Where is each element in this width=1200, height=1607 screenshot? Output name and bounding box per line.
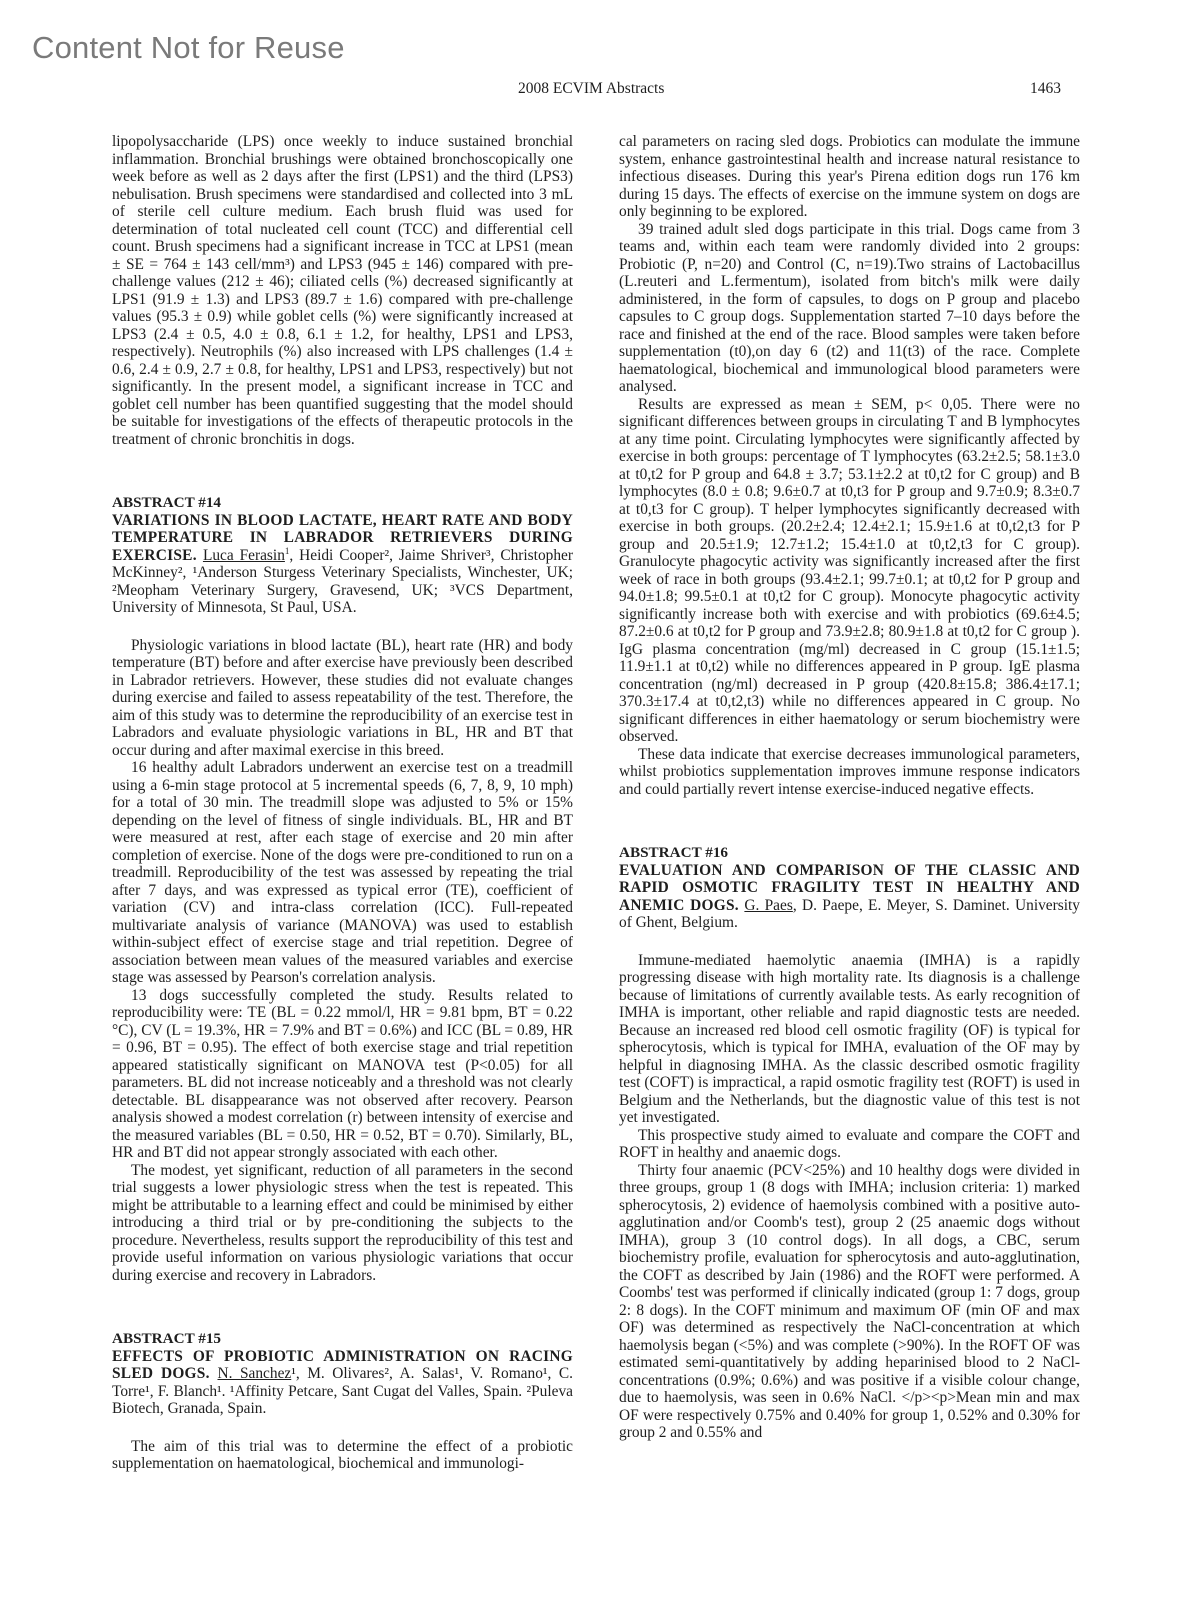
abstract-14-paragraph: 13 dogs successfully completed the study. Results related to reproducibility were: TE (BL = 0.22 mmol/l, HR = 9.81 bpm, BT = 0.22 °C), CV (L = 19.3%, HR = 7.9% and BT = 0.6%) and ICC (BL = 0.89, HR = 0.96, BT = 0.95). The effect of both exercise stage and trial repetition appeared statistically significant on MANOVA test (P<0.05) for all parameters. BL did not increase noticeably and a threshold was not clearly detectable. BL disappearance was not observed after recovery. Pearson analysis showed a modest correlation (r) between intensity of exercise and the measured variables (BL = 0.50, HR = 0.52, BT = 0.70). Similarly, BL, HR and BT did not appear strongly associated with each other. — [112, 986, 573, 1161]
journal-title: 2008 ECVIM Abstracts — [518, 80, 665, 97]
abstract-15-paragraph: 39 trained adult sled dogs participate in this trial. Dogs came from 3 teams and, within each team were randomly divided into 2 groups: Probiotic (P, n=20) and Control (C, n=19).Two strains of Lactobacillus (L.reuteri and L.fermentum), isolated from bitch's milk were daily administered, in the form of capsules, to dogs on P group and placebo capsules to C group dogs. Supplementation started 7–10 days before the race and finished at the end of the race. Blood samples were taken before supplementation (t0),on day 6 (t2) and 11(t3) of the race. Complete haematological, biochemical and immunological blood parameters were analysed. — [619, 220, 1080, 395]
watermark: Content Not for Reuse — [32, 30, 345, 65]
abstract-16-author-list: , D. Paepe, E. Meyer, S. Daminet. University of Ghent, Belgium. — [619, 896, 1080, 931]
abstract-15-heading — [112, 1348, 573, 1418]
page-number: 1463 — [1030, 80, 1061, 97]
continued-text: lipopolysaccharide (LPS) once weekly to induce sustained bronchial inflammation. Bronchial brushings were obtained bronchoscopically one week before as well as 2 days after the first (LPS1) and the third (LPS3) nebulisation. Brush specimens were standardised and collected into 3 mL of sterile cell culture medium. Each brush fluid was used for determination of total nucleated cell count (TCC) and differential cell count. Brush specimens had a significant increase in TCC at LPS1 (mean ± SE = 764 ± 143 cell/mm³) and LPS3 (945 ± 146) compared with pre-challenge values (212 ± 46); ciliated cells (%) decreased significantly at LPS1 (91.9 ± 1.3) and LPS3 (89.7 ± 1.6) compared with pre-challenge values (95.3 ± 0.9) while goblet cells (%) were significantly increased at LPS3 (2.4 ± 0.5, 4.0 ± 0.8, 6.1 ± 1.2, for healthy, LPS1 and LPS3, respectively). Neutrophils (%) also increased with LPS challenges (1.4 ± 0.6, 2.4 ± 0.9, 2.7 ± 0.8, for healthy, LPS1 and LPS3, respectively) but not significantly. In the present model, a significant increase in TCC and goblet cell number has been quantified suggesting that the model should be suitable for investigations of the effects of therapeutic protocols in the treatment of chronic bronchitis in dogs. — [112, 133, 573, 448]
right-column — [619, 133, 1080, 1442]
abstract-14-paragraph: Physiologic variations in blood lactate (BL), heart rate (HR) and body temperature (BT) before and after exercise have previously been described in Labrador retrievers. However, these studies did not evaluate changes during exercise and failed to assess repeatability of the test. Therefore, the aim of this study was to determine the reproducibility of an exercise test in Labradors and evaluate physiologic variations in BL, HR and BT that occur during and after maximal exercise in this breed. — [112, 636, 573, 759]
abstract-15-author-list: ¹, M. Olivares², A. Salas¹, V. Romano¹, C. Torre¹, F. Blanch¹. ¹Affinity Petcare, Sant Cugat del Valles, Spain. ²Puleva Biotech, Granada, Spain. — [112, 1365, 573, 1417]
abstract-15-paragraph: cal parameters on racing sled dogs. Probiotics can modulate the immune system, enhance gastrointestinal health and increase natural resistance to infectious diseases. During this year's Pirena edition dogs run 176 km during 15 days. The effects of exercise on the immune system on dogs are only beginning to be explored. — [619, 133, 1080, 220]
abstract-15-number: ABSTRACT #15 — [112, 1330, 222, 1347]
abstract-15-paragraph: These data indicate that exercise decreases immunological parameters, whilst probiotics supplementation improves immune response indicators and could partially revert intense exercise-induced negative effects. — [619, 745, 1080, 798]
abstract-15-paragraph: Results are expressed as mean ± SEM, p< 0,05. There were no significant differences between groups in circulating T and B lymphocytes at any time point. Circulating lymphocytes were significantly affected by exercise in both groups: percentage of T lymphocytes (63.2±2.5; 58.1±3.0 at t0,t2 for P group and 64.8 ± 3.7; 53.1±2.2 at t0,t2 for C group) and B lymphocytes (8.0 ± 0.8; 9.6±0.7 at t0,t3 for P group and 9.7±0.9; 8.3±0.7 at t0,t3 for C group). T helper lymphocytes significantly decreased with exercise in both groups. (20.2±2.4; 12.4±2.1; 15.9±1.6 at t0,t2,t3 for P group and 20.5±1.9; 12.7±1.2; 15.4±1.0 at t0,t2,t3 for C group). Granulocyte phagocytic activity was significantly increased after the first week of race in both groups (93.4±2.1; 99.7±0.1; at t0,t2 for P group and 94.0±1.8; 99.5±0.1 at t0,t2 for C group). Monocyte phagocytic activity significantly increase both with exercise and with probiotics (69.6±4.5; 87.2±0.6 at t0,t2 for P group and 73.9±2.8; 80.9±1.8 at t0,t2 for C group ). IgG plasma concentration (mg/ml) decreased in C group (15.1±1.5; 11.9±1.1 at t0,t2) while no differences appeared in P group. IgE plasma concentration (ng/ml) decreased in P group (420.8±15.8; 386.4±17.1; 370.3±17.4 at t0,t2,t3) while no differences appeared in C group. No significant differences in either haematology or serum biochemistry were observed. — [619, 395, 1080, 745]
abstract-16-title: EVALUATION AND COMPARISON OF THE CLASSIC AND RAPID OSMOTIC FRAGILITY TEST IN HEALTHY AND ANEMIC DOGS. — [619, 861, 1080, 914]
abstract-16-number: ABSTRACT #16 — [619, 844, 729, 861]
left-column — [112, 133, 573, 1473]
running-head — [0, 80, 1200, 100]
abstract-16-presenter: G. Paes — [744, 896, 793, 914]
abstract-16-paragraph: This prospective study aimed to evaluate and compare the COFT and ROFT in healthy and anaemic dogs. — [619, 1126, 1080, 1161]
abstract-15-paragraph: The aim of this trial was to determine the effect of a probiotic supplementation on haematological, biochemical and immunologi- — [112, 1437, 573, 1472]
abstract-16-heading — [619, 862, 1080, 932]
abstract-15-presenter: N. Sanchez — [217, 1365, 292, 1382]
abstract-14-authors: Luca Ferasin$^1$, Heidi Cooper², Jaime Shriver³, Christopher McKinney², ¹Anderson Sturgess Veterinary Specialists, Winchester, UK; ²Meopham Veterinary Surgery, Gravesend, UK; ³VCS Department, University of Minnesota, St Paul, USA. — [112, 545, 573, 616]
abstract-14-title: VARIATIONS IN BLOOD LACTATE, HEART RATE AND BODY TEMPERATURE IN LABRADOR RETRIEVERS DURING EXERCISE. — [112, 511, 573, 564]
abstract-14-paragraph: 16 healthy adult Labradors underwent an exercise test on a treadmill using a 6-min stage protocol at 5 incremental speeds (6, 7, 8, 9, 10 mph) for a total of 30 min. The treadmill slope was adjusted to 5% or 15% depending on the level of fitness of single individuals. BL, HR and BT were measured at rest, after each stage of exercise and 20 min after completion of exercise. None of the dogs were pre-conditioned to run on a treadmill. Reproducibility of the test was assessed by repeating the trial after 7 days, and was expressed as typical error (TE), coefficient of variation (CV) and intra-class correlation (ICC). Full-repeated multivariate analysis of variance (MANOVA) was used to establish within-subject effect of exercise stage and trial repetition. Degree of association between mean values of the measured variables and exercise stage was assessed by Pearson's correlation analysis. — [112, 759, 573, 986]
abstract-14-heading — [112, 512, 573, 617]
abstract-14-number: ABSTRACT #14 — [112, 494, 222, 511]
abstract-14-presenter: Luca Ferasin — [202, 546, 285, 564]
abstract-14-paragraph: The modest, yet significant, reduction of all parameters in the second trial suggests a lower physiologic stress when the test is repeated. This might be attributable to a learning effect and could be minimised by either introducing a third trial or by pre-conditioning the subjects to the procedure. Nevertheless, results support the reproducibility of this test and provide useful information on various physiologic variations that occur during exercise and recovery in Labradors. — [112, 1161, 573, 1284]
abstract-15-title: EFFECTS OF PROBIOTIC ADMINISTRATION ON RACING SLED DOGS. — [112, 1347, 573, 1382]
abstract-16-paragraph: Immune-mediated haemolytic anaemia (IMHA) is a rapidly progressing disease with high mortality rate. Its diagnosis is a challenge because of limitations of currently available tests. As early recognition of IMHA is important, other reliable and rapid diagnostic tests are needed. Because an increased red blood cell osmotic fragility (OF) is typical for spherocytosis, which is typical for IMHA, evaluation of the OF may by helpful in diagnosing IMHA. As the classic described osmotic fragility test (COFT) is impractical, a rapid osmotic fragility test (ROFT) is used in Belgium and the Netherlands, but the diagnostic value of this test is not yet investigated. — [619, 951, 1080, 1126]
abstract-16-paragraph: Thirty four anaemic (PCV<25%) and 10 healthy dogs were divided in three groups, group 1 (8 dogs with IMHA; inclusion criteria: 1) marked spherocytosis, 2) evidence of haemolysis combined with a positive auto-agglutination and/or Coomb's test), group 2 (25 anaemic dogs without IMHA), group 3 (10 control dogs). In all dogs, a CBC, serum biochemistry profile, evaluation for spherocytosis and auto-agglutination, the COFT as described by Jain (1986) and the ROFT were performed. A Coombs' test was performed if clinically indicated (group 1: 7 dogs, group 2: 8 dogs). In the COFT minimum and maximum OF (min OF and max OF) was determined as respectively the NaCl-concentration at which haemolysis began (<5%) and was complete (>90%). In the ROFT OF was estimated semi-quantitatively by adding heparinised blood to 2 NaCl-concentrations (0.9%; 0.6%) and was positive if a visible colour change, due to haemolysis, was seen in 0.6% NaCl. </p><p>Mean min and max OF were respectively 0.75% and 0.40% for group 1, 0.52% and 0.30% for group 2 and 0.55% and — [619, 1161, 1080, 1441]
abstract-14-author-list: , Heidi Cooper², Jaime Shriver³, Christopher McKinney², ¹Anderson Sturgess Veterinary Specialists, Winchester, UK; ²Meopham Veterinary Surgery, Gravesend, UK; ³VCS Department, University of Minnesota, St Paul, USA. — [112, 546, 573, 616]
